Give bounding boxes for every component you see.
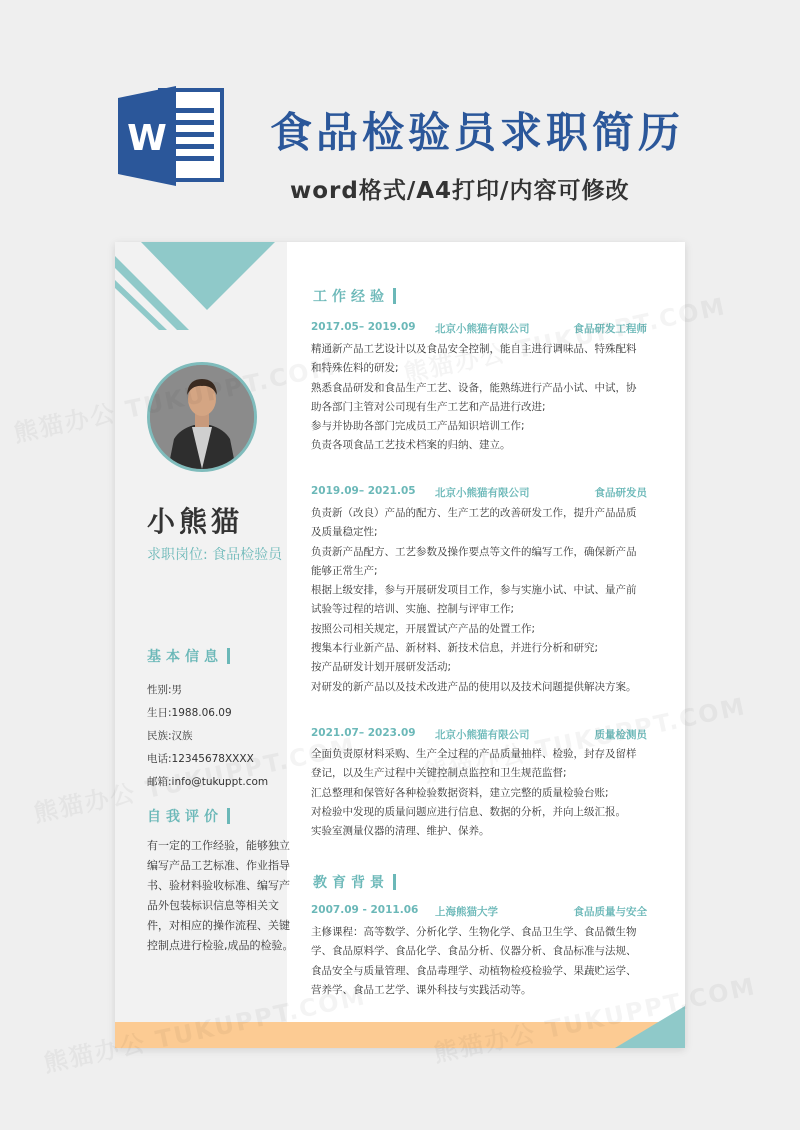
job-1-description: 精通新产品工艺设计以及食品安全控制，能自主进行调味品、特殊配料 和特殊佐料的研发; 熟悉食品研发和食品生产工艺、设备，能熟练进行产品小试、中试，协 助各部门主管对公司现有生产工艺和产品进行改进; 参与并协助各部门完成员工产品知识培训工作; 负责各项食品工艺技术档案的归纳、建立。 — [311, 343, 637, 452]
banner — [0, 0, 800, 240]
desired-position — [147, 544, 282, 564]
svg-text:W: W — [127, 118, 167, 159]
job-2-description: 负责新（改良）产品的配方、生产工艺的改善研发工作，提升产品品质 及质量稳定性; 负责新产品配方、工艺参数及操作要点等文件的编写工作，确保新产品 能够正常生产; 根据上级安排，参与开展研发项目工作，参与实施小试、中试、量产前 试验等过程的培训、实施、控制与评审工作; 按照公司相关规定，开展置试产产品的处置工作; 搜集本行业新产品、新材料、新技术信息，并进行分析和研究; 按产品研发计划开展研发活动; 对研发的新产品以及技术改进产品的使用以及技术问题提供解决方案。 — [311, 507, 637, 693]
education-period: 2007.09 - 2011.06 — [311, 904, 419, 916]
heading-bar — [227, 808, 230, 824]
heading-bar — [227, 648, 230, 664]
info-ethnicity: 民族:汉族 — [147, 730, 193, 742]
person-silhouette-icon — [150, 365, 254, 469]
self-eval-heading: 自我评价 — [147, 806, 230, 826]
job-1-period: 2017.05– 2019.09 — [311, 321, 416, 333]
work-heading: 工作经验 — [313, 286, 396, 306]
job-2-company: 北京小熊猫有限公司 — [435, 487, 530, 499]
job-1-company: 北京小熊猫有限公司 — [435, 323, 530, 335]
info-gender: 性别:男 — [147, 684, 183, 696]
desired-position-value: 食品检验员 — [212, 547, 283, 563]
info-email: 邮箱:info@tukuppt.com — [147, 776, 269, 788]
education-major: 食品质量与安全 — [573, 906, 647, 918]
footer-triangle-decoration — [615, 1006, 685, 1048]
candidate-name: 小熊猫 — [147, 505, 244, 538]
job-3-description: 全面负责原材料采购、生产全过程的产品质量抽样、检验，封存及留样 登记，以及生产过程中关键控制点监控和卫生规范监督; 汇总整理和保管好各种检验数据资料，建立完整的质量检验台账; 对检验中发现的质量问题应进行信息、数据的分析，并向上级汇报。 实验室测量仪器的清理、维护、保养。 — [311, 748, 637, 838]
job-2-title: 食品研发员 — [594, 487, 647, 499]
resume-page — [115, 242, 685, 1048]
education-description: 主修课程：高等数学、分析化学、生物化学、食品卫生学、食品微生物 学、食品原料学、食品化学、食品分析、仪器分析、食品标准与法规、 食品安全与质量管理、食品毒理学、动植物检疫检验学、果蔬贮运学、 营养学、食品工艺学、课外科技与实践活动等。 — [311, 926, 637, 996]
banner-subtitle: word格式/A4打印/内容可修改 — [290, 178, 630, 204]
heading-bar — [393, 874, 396, 890]
job-1-title: 食品研发工程师 — [573, 323, 647, 335]
desired-position-label: 求职岗位: — [147, 547, 208, 563]
job-1-header — [311, 321, 647, 336]
job-2-period: 2019.09– 2021.05 — [311, 485, 416, 497]
education-school: 上海熊猫大学 — [435, 906, 498, 918]
corner-decoration — [115, 242, 287, 332]
footer-strip — [115, 1022, 685, 1048]
education-header — [311, 904, 647, 919]
job-3-header — [311, 727, 647, 742]
info-birthday: 生日:1988.06.09 — [147, 707, 232, 719]
job-3-period: 2021.07– 2023.09 — [311, 727, 416, 739]
avatar — [150, 365, 254, 469]
banner-title: 食品检验员求职简历 — [270, 108, 685, 157]
profile-photo — [147, 362, 257, 472]
self-eval-text: 有一定的工作经验，能够独立 编写产品工艺标准、作业指导 书、验材料验收标准、编写产 品外包装标识信息等相关文 件，对相应的操作流程、关键 控制点进行检验,成品的检验。 — [147, 839, 294, 952]
basic-info-heading: 基本信息 — [147, 646, 230, 666]
education-heading: 教育背景 — [313, 872, 396, 892]
job-2-header — [311, 485, 647, 500]
job-3-title: 质量检测员 — [594, 729, 647, 741]
word-document-icon — [118, 86, 228, 186]
job-3-company: 北京小熊猫有限公司 — [435, 729, 530, 741]
info-phone: 电话:12345678XXXX — [147, 753, 254, 765]
heading-bar — [393, 288, 396, 304]
